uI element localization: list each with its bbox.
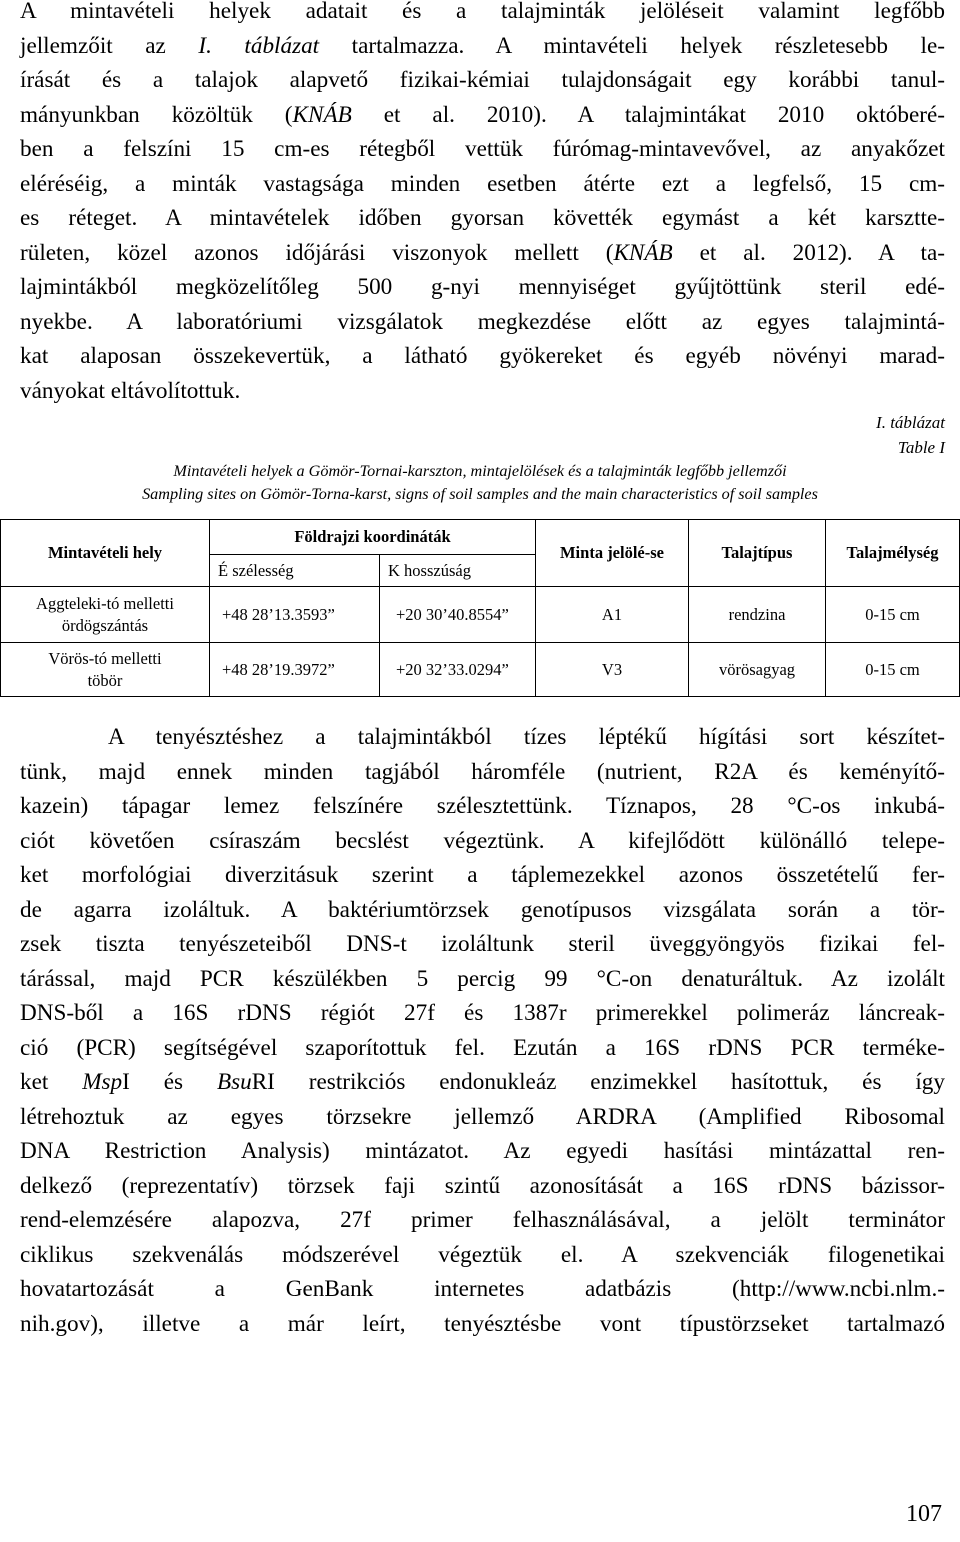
text-line: DNA Restriction Analysis) mintázatot. Az egyedi hasítási mintázattal ren- (20, 1138, 945, 1164)
cell-latitude: +48 28’19.3972” (210, 643, 380, 697)
cell-soil-depth: 0-15 cm (826, 587, 960, 643)
text-line: zsek tiszta tenyészeteiből DNS-t izoláltunk steril üveggyöngyös fizikai fel- (20, 931, 945, 957)
author-citation: KNÁB (613, 239, 673, 266)
text-line: A mintavételi helyek adatait és a talajminták jelöléseit valamint legfőbb (20, 0, 945, 24)
intro-paragraph (20, 0, 945, 408)
table-label-english: Table I (897, 438, 945, 457)
header-soil-depth: Talajmélység (826, 520, 960, 587)
sampling-sites-table (0, 519, 960, 697)
text-line: A tenyésztéshez a talajmintákból tízes léptékű hígítási sort készítet- (108, 724, 945, 750)
table-header-row (1, 520, 960, 555)
cell-latitude: +48 28’13.3593” (210, 587, 380, 643)
text-line: létrehoztuk az egyes törzsekre jellemző ARDRA (Amplified Ribosomal (20, 1103, 945, 1130)
text-line: nih.gov), illetve a már leírt, tenyésztésbe vont típustörzseket tartalmazó (20, 1310, 945, 1337)
table-caption-hungarian: Mintavételi helyek a Gömör-Tornai-karszton, mintajelölések és a talajminták legfőbb jellemzői (173, 462, 787, 480)
text-line: ciklikus szekvenálás módszerével végeztük el. A szekvenciák filogenetikai (20, 1241, 945, 1268)
table-label-hungarian: I. táblázat (876, 413, 945, 432)
cell-sample-sign: A1 (536, 587, 689, 643)
text-line: de agarra izoláltuk. A baktériumtörzsek genotípusos vizsgálata során a tör- (20, 896, 945, 923)
text-line: ció (PCR) segítségével szaporítottuk fel. Ezután a 16S rDNS PCR terméke- (20, 1034, 945, 1061)
cell-soil-type: rendzina (689, 587, 826, 643)
author-citation: KNÁB (292, 101, 352, 128)
cell-longitude: +20 30’40.8554” (380, 587, 536, 643)
table-caption-english: Sampling sites on Gömör-Torna-karst, signs of soil samples and the main characteristics of soil samples (142, 485, 818, 503)
cell-soil-type: vörösagyag (689, 643, 826, 697)
text-line: mányunkban közöltük (KNÁB et al. 2010). A talajmintákat 2010 októberé- (20, 101, 945, 128)
text-line: DNS-ből a 16S rDNS régiót 27f és 1387r primerekkel polimeráz láncreak- (20, 1000, 945, 1026)
table-reference: I. táblázat (198, 32, 320, 59)
text-line: es réteget. A mintavételek időben gyorsan követték egymást a két karsztte- (20, 205, 945, 231)
cell-longitude: +20 32’33.0294” (380, 643, 536, 697)
header-site: Mintavételi hely (1, 520, 210, 587)
table-row (1, 587, 960, 643)
methods-paragraph (20, 720, 945, 1341)
text-line: jellemzőit az I. táblázat tartalmazza. A mintavételi helyek részletesebb le- (20, 32, 945, 59)
enzyme-name: Bsu (216, 1069, 252, 1095)
text-line: eléréséig, a minták vastagsága minden esetben átérte ezt a legfelső, 15 cm- (20, 170, 945, 197)
text-line: kazein) tápagar lemez felszínére szélesztettünk. Tíznapos, 28 °C-os inkubá- (20, 793, 945, 819)
enzyme-name: Msp (82, 1069, 123, 1095)
text-line: tünk, majd ennek minden tagjából háromféle (nutrient, R2A és keményítő- (20, 758, 945, 785)
cell-site: Vörös-tó melletti töbör (1, 643, 210, 697)
header-longitude: K hosszúság (380, 555, 536, 587)
header-coordinates: Földrajzi koordináták (210, 520, 536, 555)
header-sample-sign: Minta jelölé-se (536, 520, 689, 587)
text-line: rületen, közel azonos időjárási viszonyok mellett (KNÁB et al. 2012). A ta- (20, 239, 945, 266)
cell-site: Aggteleki-tó melletti ördögszántás (1, 587, 210, 643)
text-line: ben a felszíni 15 cm-es rétegből vettük fúrómag-mintavevővel, az anyakőzet (20, 136, 945, 162)
text-line: hovatartozását a GenBank internetes adatbázis (http://www.ncbi.nlm.- (20, 1276, 945, 1302)
header-latitude: É szélesség (210, 555, 380, 587)
page-number: 107 (906, 1501, 942, 1527)
cell-sample-sign: V3 (536, 643, 689, 697)
text-line: delkező (reprezentatív) törzsek faji szintű azonosítását a 16S rDNS bázissor- (20, 1172, 945, 1199)
text-line: rend-elemzésére alapozva, 27f primer felhasználásával, a jelölt terminátor (20, 1207, 945, 1233)
text-line: kat alaposan összekevertük, a látható gyökereket és egyéb növényi marad- (20, 343, 945, 369)
text-line: írását és a talajok alapvető fizikai-kémiai tulajdonságait egy korábbi tanul- (20, 67, 945, 93)
cell-soil-depth: 0-15 cm (826, 643, 960, 697)
text-line: ciót követően csíraszám becslést végeztünk. A kifejlődött különálló telepe- (20, 827, 945, 854)
table-row (1, 643, 960, 697)
text-line: tárással, majd PCR készülékben 5 percig 99 °C-on denaturáltuk. Az izolált (20, 965, 945, 992)
header-soil-type: Talajtípus (689, 520, 826, 587)
text-line: lajmintákból megközelítőleg 500 g-nyi mennyiséget gyűjtöttünk steril edé- (20, 274, 945, 300)
text-line: ket morfológiai diverzitásuk szerint a táplemezekkel azonos összetételű fer- (20, 862, 945, 888)
text-line: ványokat eltávolítottuk. (20, 377, 241, 404)
text-line: nyekbe. A laboratóriumi vizsgálatok megkezdése előtt az egyes talajmintá- (20, 308, 945, 335)
text-line: ket MspI és BsuRI restrikciós endonukleáz enzimekkel hasítottuk, és így (20, 1069, 945, 1095)
